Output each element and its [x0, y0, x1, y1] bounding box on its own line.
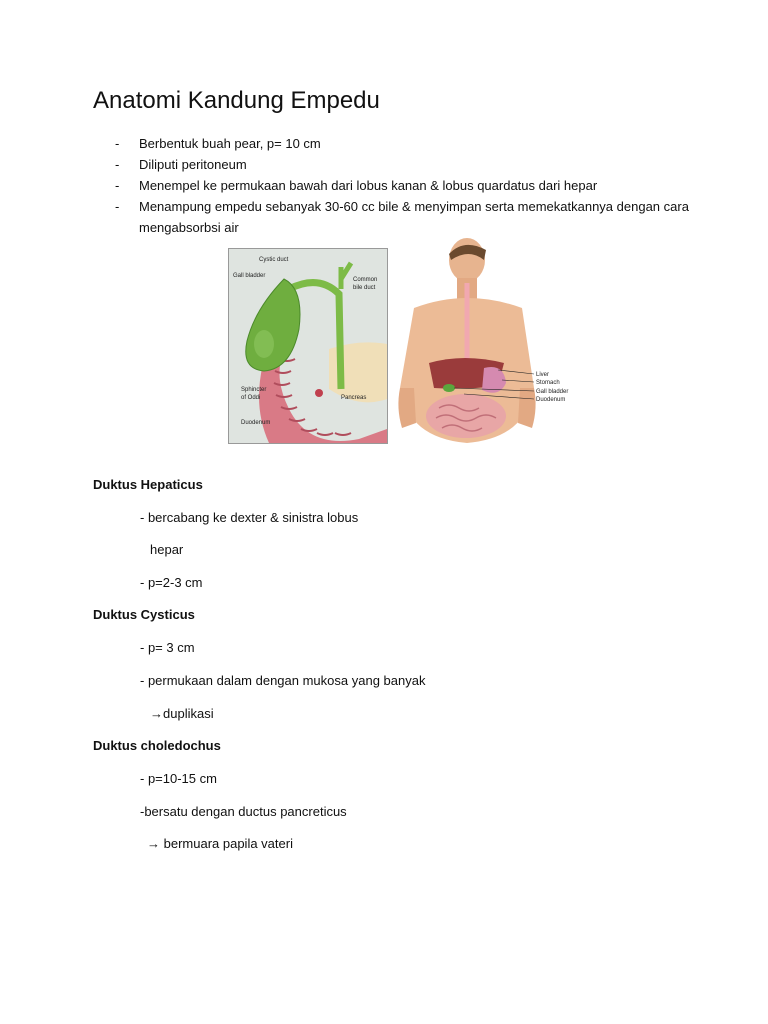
bullet-dash: - [115, 136, 120, 151]
list-item [93, 196, 693, 238]
bullet-text: Berbentuk buah pear, p= 10 cm [139, 136, 321, 151]
hepaticus-line-3: - p=2-3 cm [140, 575, 203, 590]
arrow-right-icon: → [150, 706, 163, 721]
bullet-dash: - [115, 178, 120, 193]
label-stomach: Stomach [536, 380, 560, 386]
bullet-dash: - [115, 199, 120, 214]
label-duodenum: Duodenum [241, 420, 271, 426]
label-duodenum-right: Duodenum [536, 397, 566, 403]
torso-diagram [394, 238, 590, 448]
section-heading-cysticus: Duktus Cysticus [93, 607, 195, 622]
choledochus-line-3-text: bermuara papila vateri [160, 836, 293, 851]
label-liver: Liver [536, 372, 550, 378]
bullet-text: Menempel ke permukaan bawah dari lobus kanan & lobus quardatus dari hepar [139, 178, 598, 193]
bullet-list [93, 133, 693, 238]
label-gall-bladder-right: Gall bladder [536, 389, 569, 395]
bullet-text: Menampung empedu sebanyak 30-60 cc bile & menyimpan serta memekatkannya dengan cara mengabsorbsi air [139, 199, 689, 235]
cysticus-line-1: - p= 3 cm [140, 640, 195, 655]
hepaticus-line-2: hepar [150, 542, 184, 557]
arrow-right-icon: → [147, 836, 160, 851]
section-heading-choledochus: Duktus choledochus [93, 738, 221, 753]
list-item [93, 133, 693, 154]
choledochus-line-1: - p=10-15 cm [140, 771, 217, 786]
bullet-dash: - [115, 157, 120, 172]
torso-illustration [394, 238, 590, 448]
gallbladder-diagram [229, 249, 387, 443]
choledochus-line-2: -bersatu dengan ductus pancreticus [140, 804, 347, 819]
label-sphincter: Sphincter [241, 387, 267, 393]
cysticus-line-3-text: duplikasi [163, 706, 214, 721]
section-heading-hepaticus: Duktus Hepaticus [93, 477, 203, 492]
cysticus-line-3 [150, 706, 214, 721]
choledochus-line-3 [147, 836, 293, 851]
bullet-text: Diliputi peritoneum [139, 157, 247, 172]
gallbladder-illustration [228, 248, 388, 444]
label-pancreas: Pancreas [341, 395, 367, 401]
hepaticus-line-1: - bercabang ke dexter & sinistra lobus [140, 510, 359, 525]
list-item [93, 154, 693, 175]
list-item [93, 175, 693, 196]
page-title: Anatomi Kandung Empedu [93, 87, 380, 114]
label-gall-bladder: Gall bladder [233, 273, 266, 279]
cysticus-line-2: - permukaan dalam dengan mukosa yang banyak [140, 673, 426, 688]
label-common-bile-duct: Common [353, 277, 378, 283]
label-common-bile-duct-2: bile duct [353, 285, 376, 291]
label-sphincter-2: of Oddi [241, 395, 261, 401]
label-cystic-duct: Cystic duct [259, 257, 289, 263]
anatomy-figure [228, 238, 590, 448]
